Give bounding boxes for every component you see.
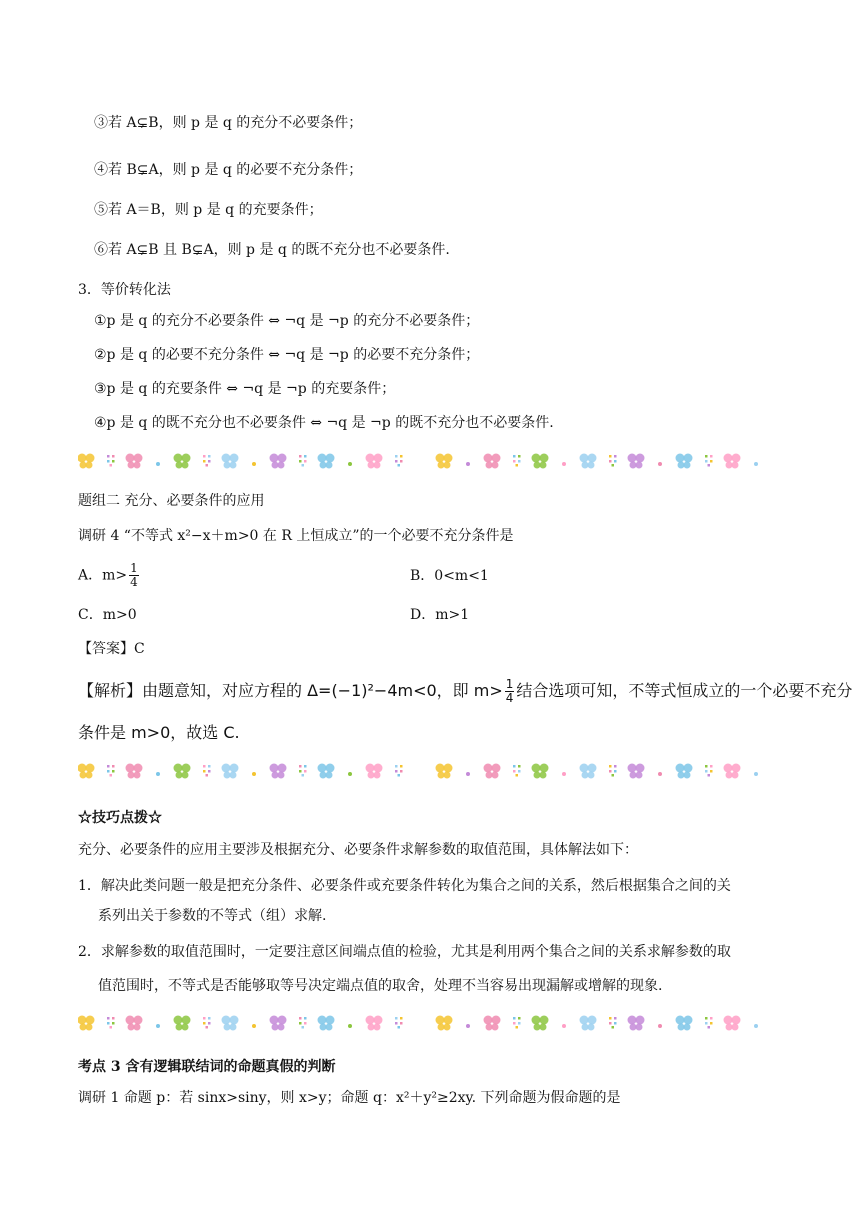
option-c: C．m>0: [78, 607, 137, 623]
butterfly-divider: [78, 759, 778, 785]
butterfly-icon: [78, 454, 95, 469]
dot-icon: [754, 1024, 758, 1028]
dot-icon: [754, 772, 758, 776]
sparkle-icon: [705, 1017, 713, 1029]
butterfly-icon: [270, 454, 287, 469]
dot-icon: [156, 462, 160, 466]
butterfly-icon: [174, 454, 191, 469]
butterfly-icon: [532, 764, 549, 779]
dot-icon: [658, 772, 662, 776]
sparkle-icon: [203, 1017, 211, 1029]
sparkle-icon: [395, 455, 403, 467]
butterfly-icon: [222, 764, 239, 779]
sparkle-icon: [107, 455, 115, 467]
dot-icon: [348, 772, 352, 776]
list-item: ③p 是 q 的充要条件 ⇔ ¬q 是 ¬p 的充要条件；: [94, 381, 396, 397]
section-title: 考点 3 含有逻辑联结词的命题真假的判断: [78, 1059, 336, 1075]
butterfly-icon: [318, 764, 335, 779]
sparkle-icon: [705, 455, 713, 467]
butterfly-icon: [628, 454, 645, 469]
option-d: D．m>1: [410, 607, 470, 623]
sparkle-icon: [513, 455, 521, 467]
butterfly-icon: [628, 764, 645, 779]
dot-icon: [658, 462, 662, 466]
butterfly-divider: [78, 1011, 778, 1037]
sparkle-icon: [299, 1017, 307, 1029]
butterfly-icon: [436, 454, 453, 469]
butterfly-icon: [174, 764, 191, 779]
list-item: ⑤若 A＝B，则 p 是 q 的充要条件；: [94, 202, 323, 218]
dot-icon: [348, 1024, 352, 1028]
dot-icon: [156, 1024, 160, 1028]
fraction-numerator: 1: [130, 561, 138, 575]
sparkle-icon: [609, 765, 617, 777]
butterfly-icon: [724, 764, 741, 779]
butterfly-icon: [676, 454, 693, 469]
tips-item-cont: 系列出关于参数的不等式（组）求解.: [98, 908, 327, 924]
question-text: 调研 4 “不等式 x²−x＋m>0 在 R 上恒成立”的一个必要不充分条件是: [78, 528, 514, 544]
analysis-suffix: 结合选项可知，不等式恒成立的一个必要不充分: [516, 681, 853, 700]
fraction-denominator: 4: [130, 575, 138, 589]
butterfly-icon: [78, 1016, 95, 1031]
butterfly-icon: [580, 764, 597, 779]
butterfly-icon: [724, 454, 741, 469]
butterfly-icon: [270, 764, 287, 779]
dot-icon: [466, 1024, 470, 1028]
fraction: [505, 678, 515, 705]
sparkle-icon: [107, 1017, 115, 1029]
butterfly-icon: [628, 1016, 645, 1031]
analysis-line2: 条件是 m>0，故选 C.: [78, 723, 240, 742]
list-item: ⑥若 A⊊B 且 B⊊A，则 p 是 q 的既不充分也不必要条件.: [94, 242, 450, 258]
analysis-prefix: 【解析】由题意知，对应方程的 Δ=(−1)²−4m<0，即 m>: [78, 681, 503, 700]
dot-icon: [754, 462, 758, 466]
butterfly-icon: [676, 764, 693, 779]
section-heading: 3．等价转化法: [78, 282, 171, 298]
dot-icon: [156, 772, 160, 776]
butterfly-icon: [366, 454, 383, 469]
list-item: ①p 是 q 的充分不必要条件 ⇔ ¬q 是 ¬p 的充分不必要条件；: [94, 313, 480, 329]
list-item: ④若 B⊊A，则 p 是 q 的必要不充分条件；: [94, 162, 363, 178]
butterfly-icon: [436, 1016, 453, 1031]
dot-icon: [252, 1024, 256, 1028]
answer: 【答案】C: [78, 641, 145, 657]
butterfly-icon: [174, 1016, 191, 1031]
butterfly-icon: [222, 454, 239, 469]
sparkle-icon: [203, 455, 211, 467]
sparkle-icon: [107, 765, 115, 777]
butterfly-icon: [318, 454, 335, 469]
sparkle-icon: [299, 765, 307, 777]
sparkle-icon: [513, 765, 521, 777]
tips-item: 2．求解参数的取值范围时，一定要注意区间端点值的检验，尤其是利用两个集合之间的关系求解参数的取: [78, 944, 731, 960]
tips-intro: 充分、必要条件的应用主要涉及根据充分、必要条件求解参数的取值范围，具体解法如下：: [78, 842, 638, 858]
butterfly-icon: [366, 1016, 383, 1031]
tips-item: 1．解决此类问题一般是把充分条件、必要条件或充要条件转化为集合之间的关系，然后根据集合之间的关: [78, 878, 731, 894]
fraction-numerator: 1: [505, 677, 514, 691]
sparkle-icon: [513, 1017, 521, 1029]
butterfly-icon: [580, 1016, 597, 1031]
sparkle-icon: [203, 765, 211, 777]
dot-icon: [562, 772, 566, 776]
dot-icon: [466, 462, 470, 466]
butterfly-icon: [222, 1016, 239, 1031]
butterfly-icon: [126, 764, 143, 779]
analysis-line1: [78, 678, 852, 705]
butterfly-icon: [126, 1016, 143, 1031]
tips-item-cont: 值范围时，不等式是否能够取等号决定端点值的取舍，处理不当容易出现漏解或增解的现象.: [98, 978, 663, 994]
group-title: 题组二 充分、必要条件的应用: [78, 493, 265, 509]
option-a: [78, 562, 141, 589]
butterfly-icon: [126, 454, 143, 469]
butterfly-icon: [724, 1016, 741, 1031]
butterfly-icon: [580, 454, 597, 469]
butterfly-icon: [436, 764, 453, 779]
option-b: B．0<m<1: [410, 568, 489, 584]
sparkle-icon: [609, 1017, 617, 1029]
butterfly-icon: [270, 1016, 287, 1031]
butterfly-icon: [532, 1016, 549, 1031]
list-item: ③若 A⊊B，则 p 是 q 的充分不必要条件；: [94, 115, 363, 131]
list-item: ④p 是 q 的既不充分也不必要条件 ⇔ ¬q 是 ¬p 的既不充分也不必要条件.: [94, 415, 554, 431]
dot-icon: [252, 772, 256, 776]
dot-icon: [658, 1024, 662, 1028]
butterfly-icon: [676, 1016, 693, 1031]
dot-icon: [252, 462, 256, 466]
fraction: [129, 562, 139, 589]
dot-icon: [466, 772, 470, 776]
butterfly-icon: [532, 454, 549, 469]
list-item: ②p 是 q 的必要不充分条件 ⇔ ¬q 是 ¬p 的必要不充分条件；: [94, 347, 480, 363]
butterfly-icon: [484, 1016, 501, 1031]
butterfly-icon: [318, 1016, 335, 1031]
dot-icon: [562, 462, 566, 466]
sparkle-icon: [609, 455, 617, 467]
butterfly-divider: [78, 449, 778, 475]
sparkle-icon: [395, 1017, 403, 1029]
butterfly-icon: [366, 764, 383, 779]
butterfly-icon: [484, 764, 501, 779]
sparkle-icon: [395, 765, 403, 777]
sparkle-icon: [705, 765, 713, 777]
butterfly-icon: [484, 454, 501, 469]
butterfly-icon: [78, 764, 95, 779]
dot-icon: [562, 1024, 566, 1028]
option-a-label: A．m>: [78, 567, 128, 584]
question-text: 调研 1 命题 p：若 sinx>siny，则 x>y；命题 q：x²＋y²≥2xy. 下列命题为假命题的是: [78, 1090, 621, 1106]
tips-title: ☆技巧点拨☆: [78, 810, 162, 826]
fraction-denominator: 4: [505, 691, 514, 705]
sparkle-icon: [299, 455, 307, 467]
dot-icon: [348, 462, 352, 466]
